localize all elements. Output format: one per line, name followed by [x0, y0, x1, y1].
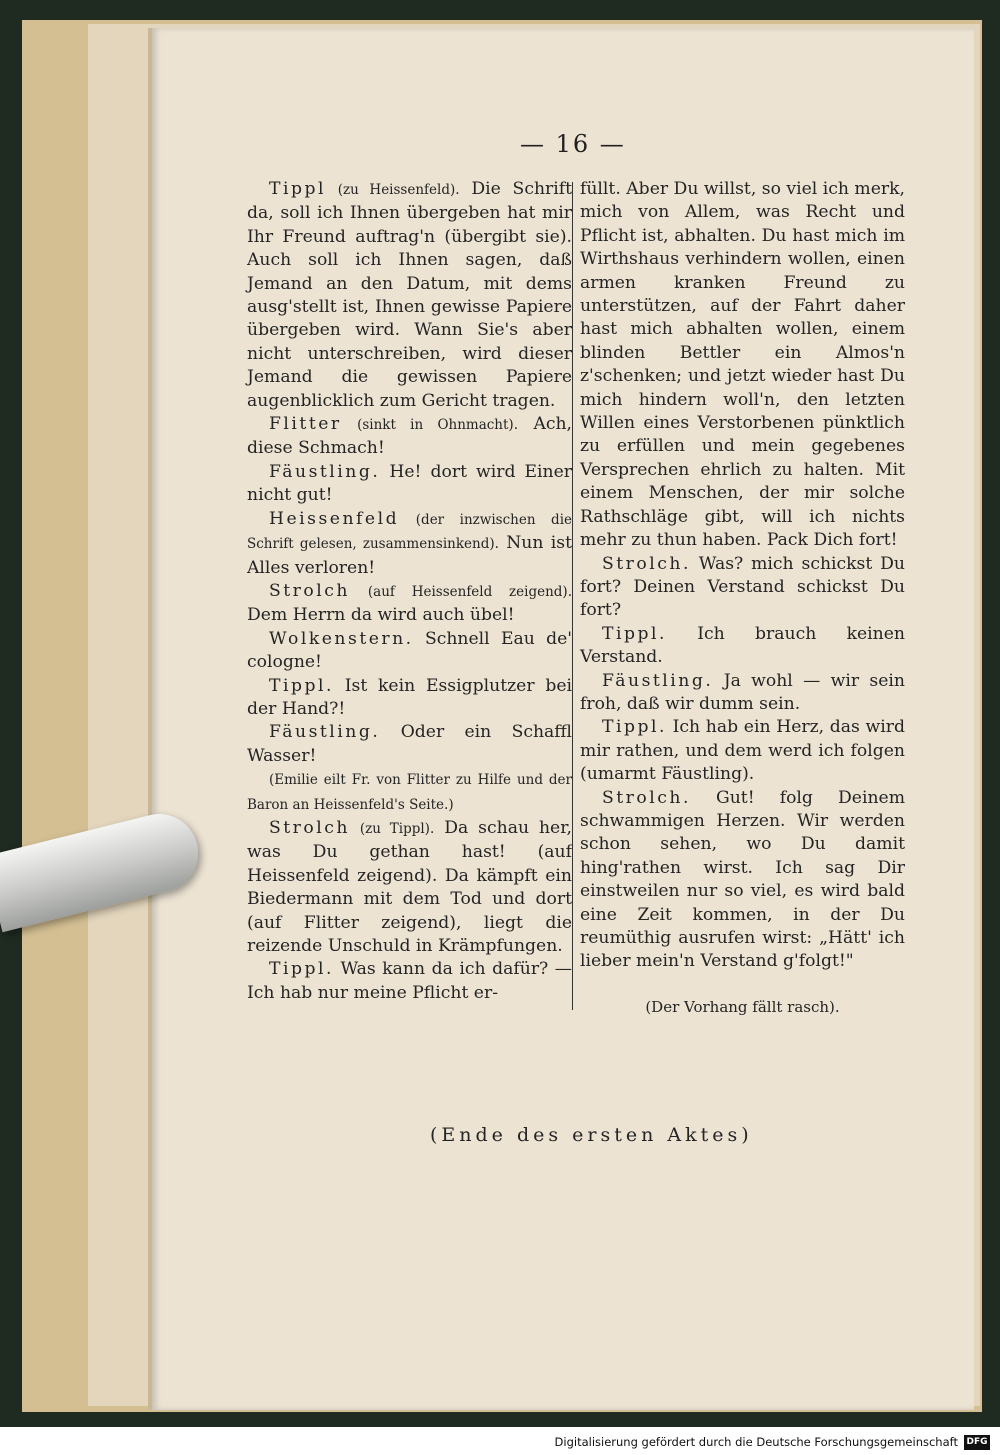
speech-text: Oder ein Schaffl Wasser!: [247, 722, 572, 766]
speech-paragraph: [247, 178, 572, 413]
speech-paragraph: [247, 721, 572, 768]
stage-direction: (der inzwischen die Schrift gelesen, zusammensinkend).: [247, 511, 572, 553]
speaker-name: Fäustling.: [602, 670, 714, 691]
speaker-name: Fäustling.: [269, 722, 381, 743]
speech-paragraph: [247, 675, 572, 722]
speaker-name: Strolch: [269, 817, 350, 838]
act-end-note: (Ende des ersten Aktes): [430, 1124, 753, 1146]
stage-direction: (auf Heissenfeld zeigend).: [367, 583, 572, 600]
speech-text: He! dort wird Einer nicht gut!: [247, 461, 572, 506]
speech-paragraph: [247, 580, 572, 628]
left-column: [247, 178, 572, 1005]
speech-paragraph: [580, 670, 905, 717]
speech-paragraph: [580, 787, 905, 974]
speech-paragraph: [247, 461, 572, 508]
footer-bar: [0, 1427, 1000, 1455]
speech-paragraph: [580, 553, 905, 623]
speaker-name: Tippl.: [269, 959, 334, 980]
speaker-name: Tippl.: [602, 717, 667, 738]
speech-paragraph: [247, 628, 572, 675]
speech-paragraph: [247, 508, 572, 580]
speech-text: Nun ist Alles verloren!: [247, 533, 572, 578]
funding-credit: Digitalisierung gefördert durch die Deutsche Forschungsgemeinschaft: [554, 1435, 958, 1449]
speech-paragraph: [247, 768, 572, 817]
speech-paragraph: [247, 817, 572, 958]
speaker-name: Fäustling.: [269, 461, 381, 482]
speech-paragraph: [580, 623, 905, 670]
speech-text: Ist kein Essigplutzer bei der Hand?!: [247, 675, 572, 719]
speech-text: Ich brauch keinen Verstand.: [580, 623, 905, 668]
speaker-name: Strolch: [269, 580, 350, 601]
dfg-logo-icon: DFG: [964, 1435, 990, 1450]
speaker-name: Strolch.: [602, 787, 691, 808]
stage-direction: (Emilie eilt Fr. von Flitter zu Hilfe und der Baron an Heissenfeld's Seite.): [247, 772, 572, 813]
stage-direction-curtain: (Der Vorhang fällt rasch).: [645, 998, 840, 1016]
speech-text: Die Schrift da, soll ich Ihnen übergeben hat mir Ihr Freund auftrag'n (übergibt sie). Auch soll ich Ihnen sagen, daß Jemand an den Datum, mit dems ausg'stellt ist, Ihnen gewisse Papiere übergeben wird. Wann Sie's aber nicht unterschreiben, wird dieser Jemand die gewissen Papiere augenblicklich zum Gericht tragen.: [247, 179, 572, 411]
right-column: [580, 178, 905, 974]
continued-speech: füllt. Aber Du willst, so viel ich merk, mich von Allem, was Recht und Pflicht ist, abhalten. Du hast mich im Wirthshaus verhindern wollen, einen armen kranken Freund zu unterstützen, auf der Fahrt daher hast mich abhalten wollen, einem blinden Bettler ein Almos'n z'schenken; und jetzt wieder hast Du mich hindern woll'n, den letzten Willen eines Verstorbenen pünktlich zu erfüllen und mein gegebenes Versprechen ehrlich zu halten. Mit einem Menschen, der mir solche Rathschläge gibt, will ich nichts mehr zu thun haben. Pack Dich fort!: [580, 179, 905, 551]
stage-direction: (zu Heissenfeld).: [337, 182, 460, 198]
speaker-name: Flitter: [269, 414, 342, 435]
stage-direction: (zu Tippl).: [359, 820, 435, 837]
speaker-name: Tippl.: [269, 675, 334, 696]
speech-paragraph: [247, 958, 572, 1005]
speech-text: Ach, diese Schmach!: [247, 414, 573, 459]
speech-text: Ich hab ein Herz, das wird mir rathen, und dem werd ich folgen (umarmt Fäustling).: [580, 717, 905, 785]
speech-text: Gut! folg Deinem schwammigen Herzen. Wir werden schon sehen, wo Du damit hing'rathen wirst. Ich sag Dir einstweilen nur so viel, es wird bald eine Zeit kommen, in der Du reumüthig ausrufen wirst: „Hätt' ich lieber mein'n Verstand g'folgt!": [580, 787, 905, 972]
speech-text: Was kann da ich dafür? — Ich hab nur meine Pflicht er-: [247, 959, 572, 1003]
speaker-name: Tippl: [269, 179, 326, 199]
page-number: — 16 —: [520, 130, 626, 158]
speech-text: Was? mich schickst Du fort? Deinen Verstand schickst Du fort?: [580, 553, 906, 621]
speech-text: Dem Herrn da wird auch übel!: [247, 605, 515, 626]
speech-text: Da schau her, was Du gethan hast! (auf Heissenfeld zeigend). Da kämpft ein Biedermann mit dem Tod und dort (auf Flitter zeigend), liegt die reizende Unschuld in Krämpfungen.: [247, 817, 572, 956]
speech-paragraph: [580, 716, 905, 786]
speaker-name: Strolch.: [602, 553, 691, 574]
speaker-name: Tippl.: [602, 623, 667, 644]
speaker-name: Heissenfeld: [269, 508, 400, 529]
speaker-name: Wolkenstern.: [269, 628, 414, 649]
speech-text: Schnell Eau de' cologne!: [247, 628, 572, 673]
stage-direction: (sinkt in Ohnmacht).: [357, 417, 518, 434]
speech-text: Ja wohl — wir sein froh, daß wir dumm sein.: [580, 670, 905, 714]
speech-paragraph: [247, 413, 572, 461]
column-divider: [572, 182, 573, 1010]
